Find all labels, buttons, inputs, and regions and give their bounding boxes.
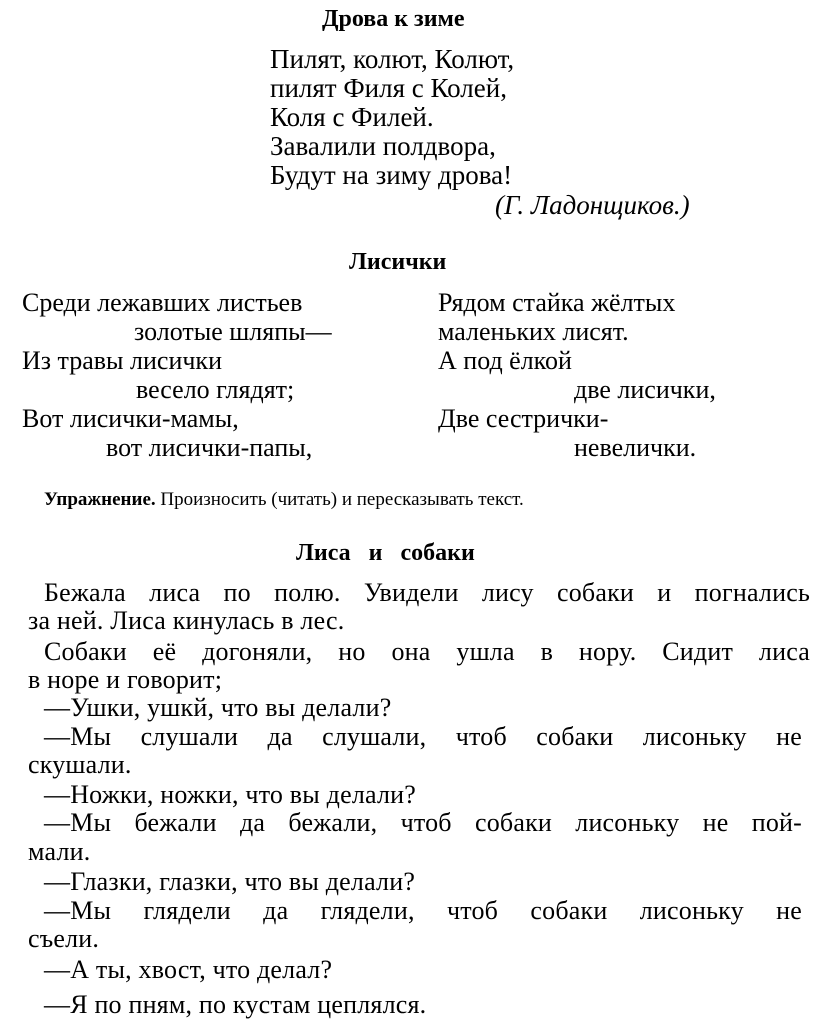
exercise-text: Произносить (читать) и пересказывать текст. bbox=[160, 489, 524, 510]
poem-line: Две сестрички- bbox=[438, 404, 609, 433]
poem-line: Пилят, колют, Колют, bbox=[270, 44, 515, 74]
story-line: в норе и говорит; bbox=[28, 665, 223, 694]
story-line: —Ножки, ножки, что вы делали? bbox=[44, 780, 416, 809]
poem-line: Среди лежавших листьев bbox=[22, 288, 303, 317]
exercise-label: Упражнение. bbox=[44, 489, 156, 510]
poem-line: Будут на зиму дрова! bbox=[270, 160, 513, 190]
story-line: скушали. bbox=[28, 750, 132, 779]
poem-line: пилят Филя с Колей, bbox=[270, 73, 507, 103]
exercise-note bbox=[44, 489, 524, 511]
poem-line: Коля с Филей. bbox=[270, 102, 434, 132]
story-line: мали. bbox=[28, 837, 91, 866]
poem-line: весело глядят; bbox=[136, 375, 295, 404]
story-line: съели. bbox=[28, 924, 100, 953]
poem-title-drova: Дрова к зиме bbox=[322, 6, 465, 32]
story-line: —Мы слушали да слушали, чтоб собаки лисоньку не bbox=[44, 722, 802, 751]
story-line: —Глазки, глазки, что вы делали? bbox=[44, 867, 416, 896]
story-line: —Мы глядели да глядели, чтоб собаки лисоньку не bbox=[44, 896, 802, 925]
poem-line: золотые шляпы— bbox=[134, 317, 332, 346]
story-line: —А ты, хвост, что делал? bbox=[44, 955, 333, 984]
poem-line: Завалили полдвора, bbox=[270, 131, 496, 161]
poem-line: две лисички, bbox=[574, 375, 716, 404]
story-line: —Мы бежали да бежали, чтоб собаки лисоньку не пой- bbox=[44, 808, 802, 837]
story-line: за ней. Лиса кинулась в лес. bbox=[28, 606, 345, 635]
poem-line: невелички. bbox=[574, 433, 697, 462]
poem-line: маленьких лисят. bbox=[438, 317, 629, 346]
story-body bbox=[0, 579, 816, 1029]
story-line: —Я по пням, по кустам цеплялся. bbox=[44, 990, 427, 1019]
poem-drova-stanza bbox=[270, 45, 514, 190]
story-title: Лиса и собаки bbox=[296, 540, 475, 566]
poem-lisichki-right-column bbox=[438, 288, 798, 462]
story-line: —Ушки, ушкй, что вы делали? bbox=[44, 693, 392, 722]
story-line: Собаки её догоняли, но она ушла в нору. Сидит лиса bbox=[44, 637, 810, 666]
poem-line: А под ёлкой bbox=[438, 346, 572, 375]
poem-title-lisichki: Лисички bbox=[349, 249, 447, 275]
poem-lisichki-left-column bbox=[22, 288, 402, 462]
story-line: Бежала лиса по полю. Увидели лису собаки и погнались bbox=[44, 578, 810, 607]
poem-author: (Г. Ладонщиков.) bbox=[495, 190, 690, 220]
poem-line: Из травы лисички bbox=[22, 346, 222, 375]
poem-line: Рядом стайка жёлтых bbox=[438, 288, 676, 317]
poem-line: Вот лисички-мамы, bbox=[22, 404, 239, 433]
poem-line: вот лисички-папы, bbox=[106, 433, 313, 462]
